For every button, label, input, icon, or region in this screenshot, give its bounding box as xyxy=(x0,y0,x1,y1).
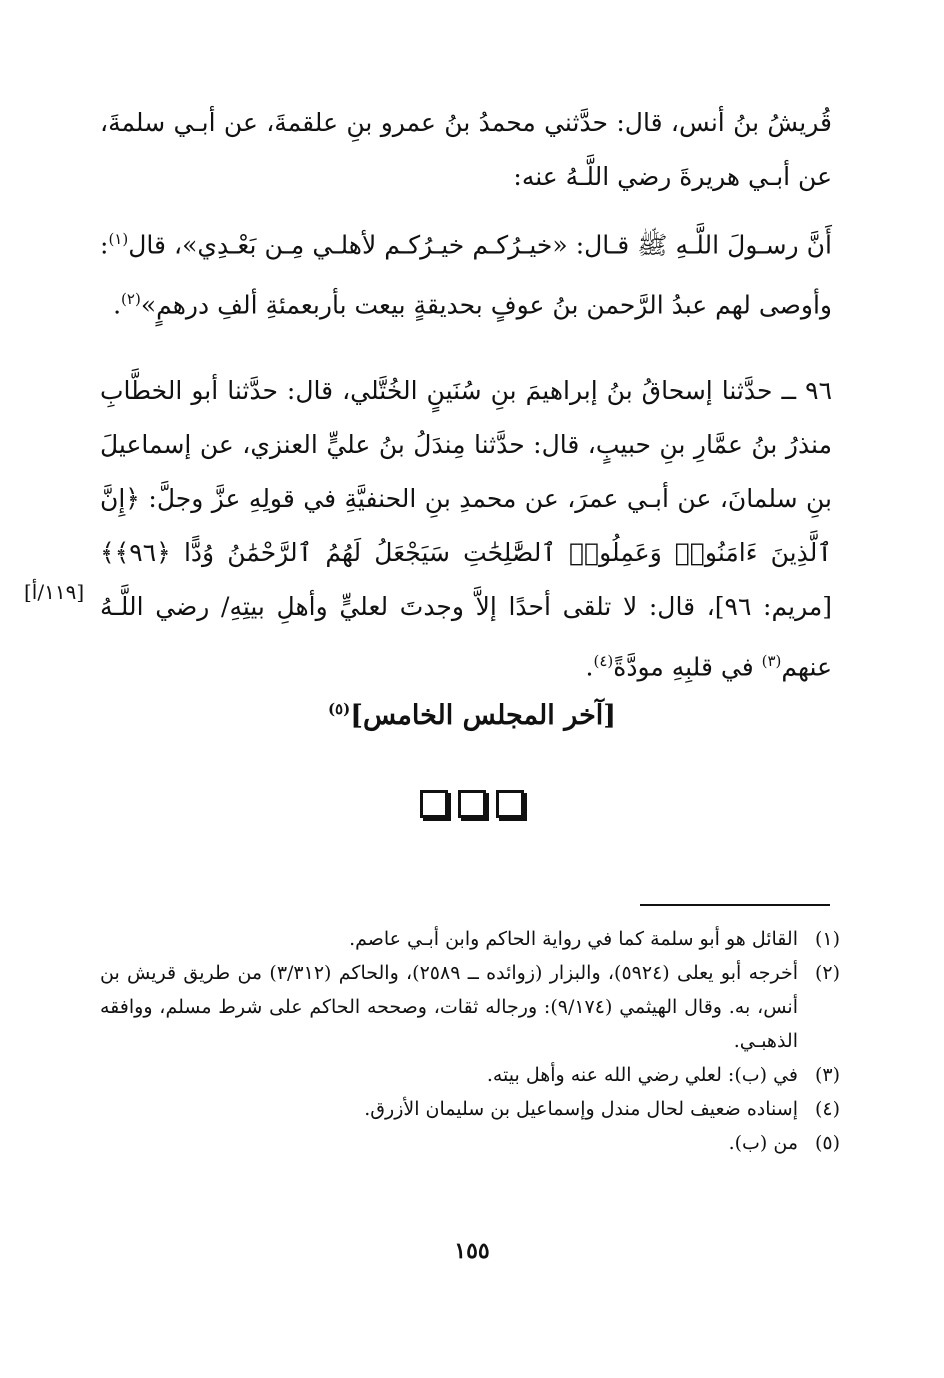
page-number: ١٥٥ xyxy=(454,1238,490,1264)
footnote-number: (١) xyxy=(814,928,840,950)
footnote-ref-2[interactable]: (٢) xyxy=(121,290,141,309)
footnote-number: (٥) xyxy=(814,1132,840,1154)
footnote-text: أخرجه أبو يعلى (٥٩٢٤)، والبزار (زوائده ــ ٢٥٨٩)، والحاكم (٣/٣١٢) من طريق قريش بن أنس، به. وقال الهيثمي (٩/١٧٤): ورجاله ثقات، وصححه الحاكم على شرط مسلم، ووافقه الذهبـي. xyxy=(100,962,799,1052)
section-end-heading xyxy=(0,700,944,731)
heading-text: [آخر المجلس الخامس] xyxy=(350,700,617,731)
manuscript-folio-reference: [١١٩/أ] xyxy=(24,580,85,604)
footnote xyxy=(100,922,840,956)
footnote-ref-5[interactable]: (٥) xyxy=(327,700,351,718)
footnotes xyxy=(100,922,840,1160)
footnote-ref-4[interactable]: (٤) xyxy=(593,652,614,670)
hadith-96-text: ٩٦ ــ حدَّثنا إسحاقُ بنُ إبراهيمَ بنِ سُنَينٍ الخُتَّلي، قال: حدَّثنا أبو الخطَّابِ منذرُ بنُ عمَّارِ بنِ حبيبٍ، قال: حدَّثنا مِندَلُ بنُ عليٍّ العنزي، عن إسماعيلَ بنِ سلمانَ، عن أبـي عمرَ، عن محمدِ بنِ الحنفيَّةِ في قولِهِ عزَّ وجلَّ: ﴿إِنَّ ٱلَّذِينَ ءَامَنُوا۟ وَعَمِلُوا۟ ٱلصَّٰلِحَٰتِ سَيَجْعَلُ لَهُمُ ٱلرَّحْمَٰنُ وُدًّا ﴿٩٦﴾﴾ [مريم: ٩٦]، قال: لا تلقى أحدًا إلاَّ وجدتَ لعليٍّ وأهلِ بيتِهِ/ رضي اللَّـهُ عنهم xyxy=(100,376,833,682)
footnote-number: (٤) xyxy=(814,1098,840,1120)
paragraph-hadith-96: ٩٦ ــ حدَّثنا إسحاقُ بنُ إبراهيمَ بنِ سُنَينٍ الخُتَّلي، قال: حدَّثنا أبو الخطَّابِ منذرُ بنُ عمَّارِ بنِ حبيبٍ، قال: حدَّثنا مِندَلُ بنُ عليٍّ العنزي، عن إسماعيلَ بنِ سلمانَ، عن أبـي عمرَ، عن محمدِ بنِ الحنفيَّةِ في قولِهِ عزَّ وجلَّ: ﴿إِنَّ ٱلَّذِينَ ءَامَنُوا۟ وَعَمِلُوا۟ ٱلصَّٰلِحَٰتِ سَيَجْعَلُ لَهُمُ ٱلرَّحْمَٰنُ وُدًّا ﴿٩٦﴾﴾ [مريم: ٩٦]، قال: لا تلقى أحدًا إلاَّ وجدتَ لعليٍّ وأهلِ بيتِهِ/ رضي اللَّـهُ عنهم$^{(٣)}$ في قلبِهِ مودَّةً$^{(٤)}$. xyxy=(100,376,833,682)
footnote-divider xyxy=(640,904,830,906)
hadith-text: أَنَّ رسـولَ اللَّـهِ ﷺ قـال: «خيـرُكـم خيـرُكـم لأهلـي مِـن بَعْـدِي»، قال xyxy=(128,230,832,260)
footnote-number: (٣) xyxy=(814,1064,840,1086)
footnote-number: (٢) xyxy=(814,962,840,984)
hadith-96-text-continued: في قلبِهِ مودَّةً xyxy=(613,652,762,682)
footnote xyxy=(100,1126,840,1160)
footnote-text: في (ب): لعلي رضي الله عنه وأهل بيته. xyxy=(486,1064,798,1086)
footnote-text: من (ب). xyxy=(728,1132,798,1154)
footnote-ref-1[interactable]: (١) xyxy=(108,230,129,248)
separator-box-icon xyxy=(420,790,448,818)
footnote xyxy=(100,956,840,1058)
paragraph-hadith: أَنَّ رسـولَ اللَّـهِ ﷺ قـال: «خيـرُكـم خيـرُكـم لأهلـي مِـن بَعْـدِي»، قال$^{(١)}$: وأوصى لهم عبدُ الرَّحمن بنُ عوفٍ بحديقةٍ بيعت بأربعمئةِ ألفِ درهمٍ»$^{(٢)}$. xyxy=(100,230,832,320)
hadith-text-continued: : وأوصى لهم عبدُ الرَّحمن بنُ عوفٍ بحديقةٍ بيعت بأربعمئةِ ألفِ درهمٍ» xyxy=(100,230,832,320)
footnote-text: القائل هو أبو سلمة كما في رواية الحاكم وابن أبـي عاصم. xyxy=(349,928,798,950)
paragraph-isnad: قُريشُ بنُ أنس، قال: حدَّثني محمدُ بنُ عمرو بنِ علقمةَ، عن أبـي سلمةَ، عن أبـي هريرةَ رضي اللَّـهُ عنه: xyxy=(100,108,832,191)
footnote-ref-3[interactable]: (٣) xyxy=(761,652,782,670)
footnote-text: إسناده ضعيف لحال مندل وإسماعيل بن سليمان الأزرق. xyxy=(364,1098,798,1120)
separator-box-icon xyxy=(496,790,524,818)
footnote xyxy=(100,1092,840,1126)
separator-box-icon xyxy=(458,790,486,818)
footnote xyxy=(100,1058,840,1092)
section-separator xyxy=(0,790,944,822)
